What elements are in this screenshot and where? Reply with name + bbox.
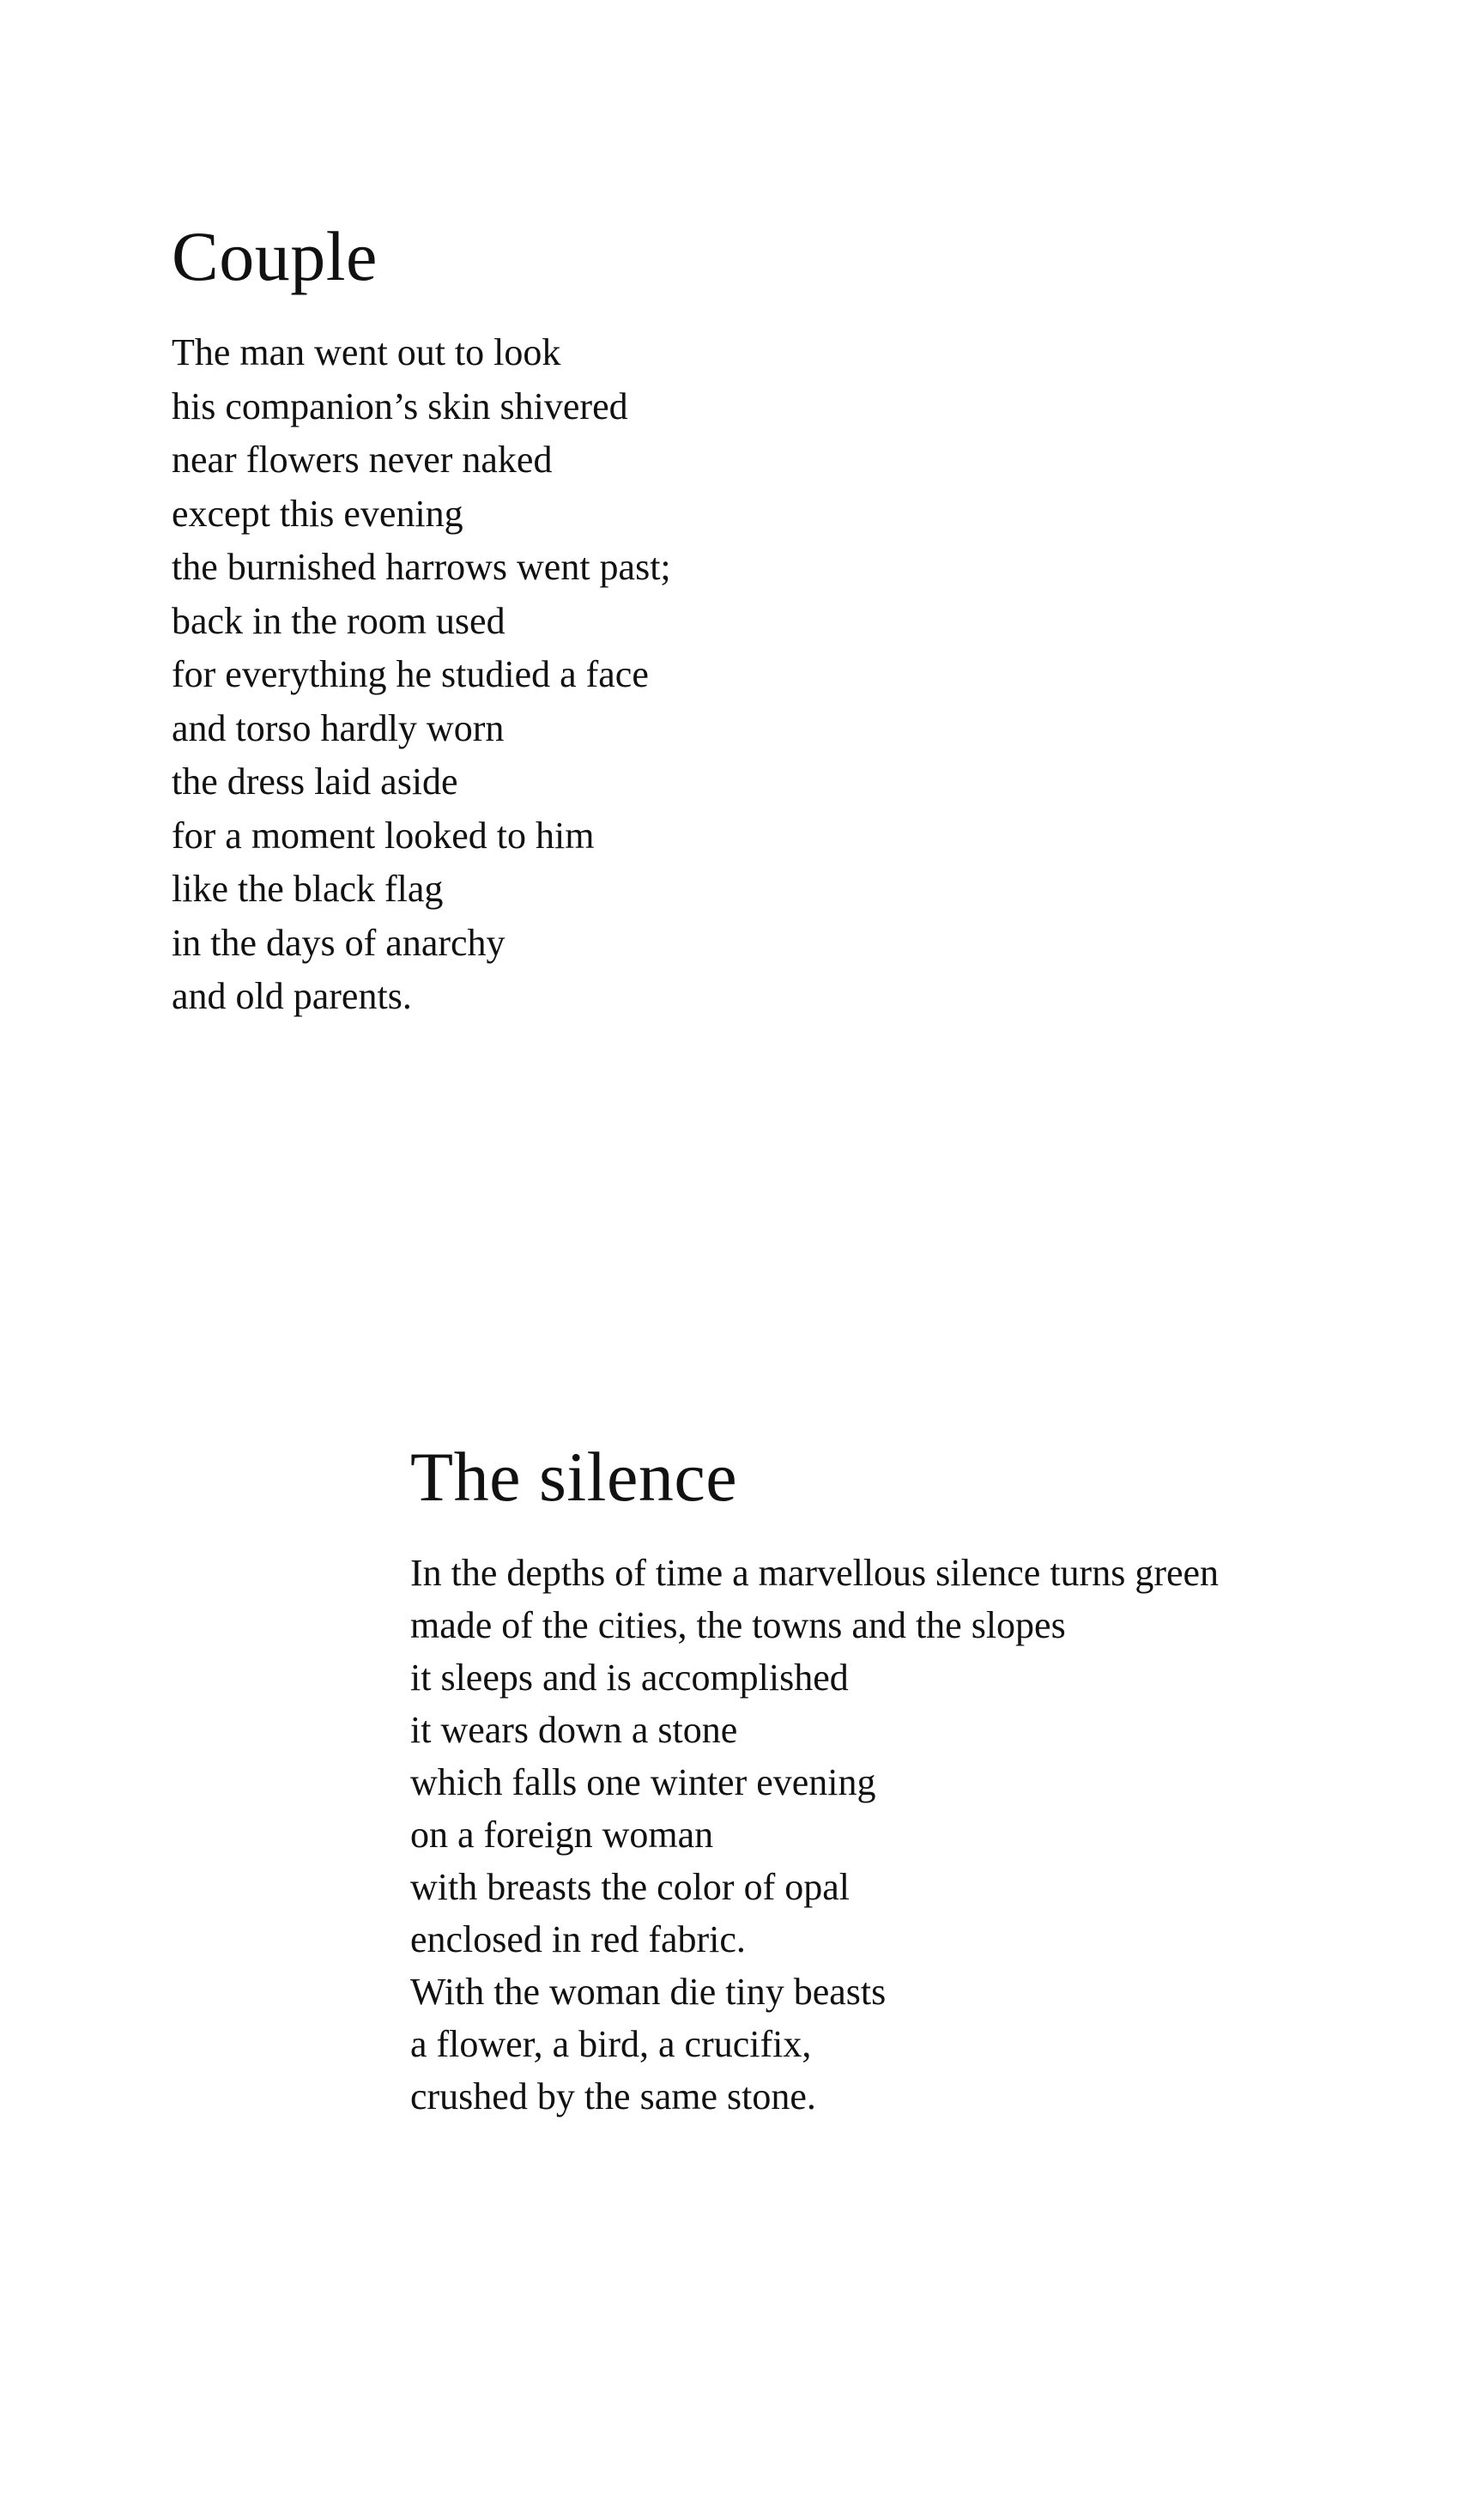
poem-line: and old parents. (172, 975, 412, 1017)
poem-body (172, 326, 671, 1024)
poem-line: it sleeps and is accomplished (410, 1657, 849, 1699)
poem-line: near flowers never naked (172, 439, 553, 481)
poem-line: The man went out to look (172, 331, 561, 373)
poem-the-silence (410, 1438, 1220, 2123)
poem-line: for a moment looked to him (172, 814, 595, 857)
poem-line: enclosed in red fabric. (410, 1918, 746, 1960)
poem-line: the burnished harrows went past; (172, 546, 671, 588)
poem-line: the dress laid aside (172, 760, 458, 803)
poem-line: with breasts the color of opal (410, 1866, 850, 1908)
poem-line: made of the cities, the towns and the slopes (410, 1604, 1066, 1646)
poem-line: In the depths of time a marvellous silence turns green (410, 1552, 1220, 1594)
poem-line: back in the room used (172, 599, 505, 642)
poem-line: in the days of anarchy (172, 921, 505, 964)
poem-title: The silence (410, 1438, 738, 1516)
poem-line: a flower, a bird, a crucifix, (410, 2023, 812, 2065)
poem-line: which falls one winter evening (410, 1761, 876, 1803)
poem-line: for everything he studied a face (172, 653, 649, 695)
poem-line: crushed by the same stone. (410, 2075, 816, 2117)
poem-couple (172, 217, 671, 1024)
poem-line: it wears down a stone (410, 1709, 738, 1751)
poem-line: and torso hardly worn (172, 706, 505, 749)
poem-body (410, 1547, 1219, 2123)
poem-line: With the woman die tiny beasts (410, 1971, 887, 2013)
poem-line: except this evening (172, 492, 463, 535)
poem-title: Couple (172, 217, 378, 295)
poem-line: like the black flag (172, 868, 444, 910)
poem-line: his companion’s skin shivered (172, 385, 628, 427)
poem-line: on a foreign woman (410, 1814, 714, 1856)
